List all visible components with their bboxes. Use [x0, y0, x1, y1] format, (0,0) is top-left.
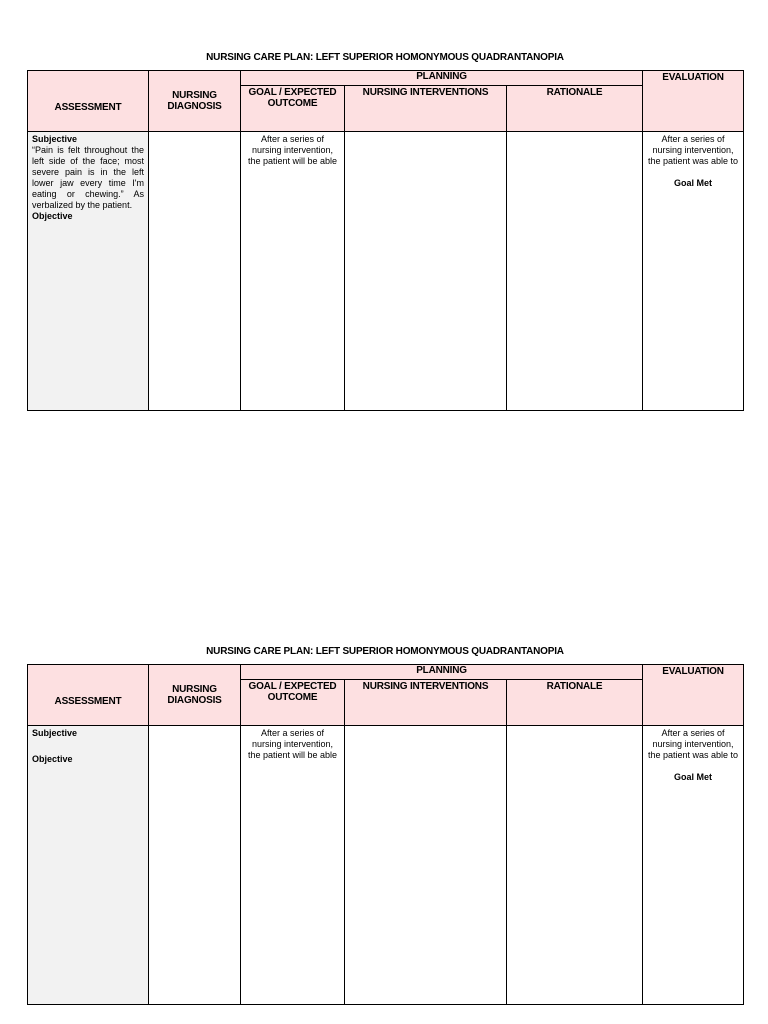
evaluation-header: EVALUATION — [643, 665, 744, 726]
plan-title: NURSING CARE PLAN: LEFT SUPERIOR HOMONYMOUS QUADRANTANOPIA — [206, 52, 564, 63]
goal-cell — [241, 132, 345, 411]
goal-header: GOAL / EXPECTED OUTCOME — [241, 86, 345, 132]
nursing-diagnosis-cell — [149, 726, 241, 1005]
planning-header: PLANNING — [241, 665, 643, 680]
interventions-header: NURSING INTERVENTIONS — [345, 680, 507, 726]
interventions-cell — [345, 132, 507, 411]
planning-header: PLANNING — [241, 71, 643, 86]
rationale-cell — [507, 726, 643, 1005]
goal-text: After a series of nursing intervention, the patient will be able — [247, 134, 338, 166]
assessment-cell — [28, 726, 149, 1005]
interventions-header: NURSING INTERVENTIONS — [345, 86, 507, 132]
assessment-header: ASSESSMENT — [28, 71, 149, 132]
subjective-label: Subjective — [32, 728, 78, 738]
evaluation-header: EVALUATION — [643, 71, 744, 132]
assessment-header: ASSESSMENT — [28, 665, 149, 726]
evaluation-text: After a series of nursing intervention, the patient was able to — [647, 728, 739, 760]
goal-met-label: Goal Met — [674, 178, 713, 188]
subjective-label: Subjective — [32, 134, 78, 144]
objective-label: Objective — [32, 754, 73, 764]
rationale-header: RATIONALE — [507, 86, 643, 132]
care-plan-table — [27, 70, 744, 411]
evaluation-text: After a series of nursing intervention, the patient was able to — [647, 134, 739, 166]
objective-label: Objective — [32, 211, 73, 221]
assessment-cell — [28, 132, 149, 411]
rationale-cell — [507, 132, 643, 411]
rationale-header: RATIONALE — [507, 680, 643, 726]
plan-title: NURSING CARE PLAN: LEFT SUPERIOR HOMONYMOUS QUADRANTANOPIA — [206, 646, 564, 657]
subjective-text: “Pain is felt throughout the left side of the face; most severe pain is in the left lower jaw every time I'm eating or chewing.” As verbalized by the patient. — [32, 145, 144, 210]
nursing-diagnosis-header: NURSING DIAGNOSIS — [149, 665, 241, 726]
goal-met-label: Goal Met — [674, 772, 713, 782]
care-plan-table — [27, 664, 744, 1005]
interventions-cell — [345, 726, 507, 1005]
evaluation-cell — [643, 132, 744, 411]
nursing-diagnosis-cell — [149, 132, 241, 411]
nursing-diagnosis-header: NURSING DIAGNOSIS — [149, 71, 241, 132]
goal-cell — [241, 726, 345, 1005]
goal-header: GOAL / EXPECTED OUTCOME — [241, 680, 345, 726]
goal-text: After a series of nursing intervention, the patient will be able — [247, 728, 338, 760]
evaluation-cell — [643, 726, 744, 1005]
